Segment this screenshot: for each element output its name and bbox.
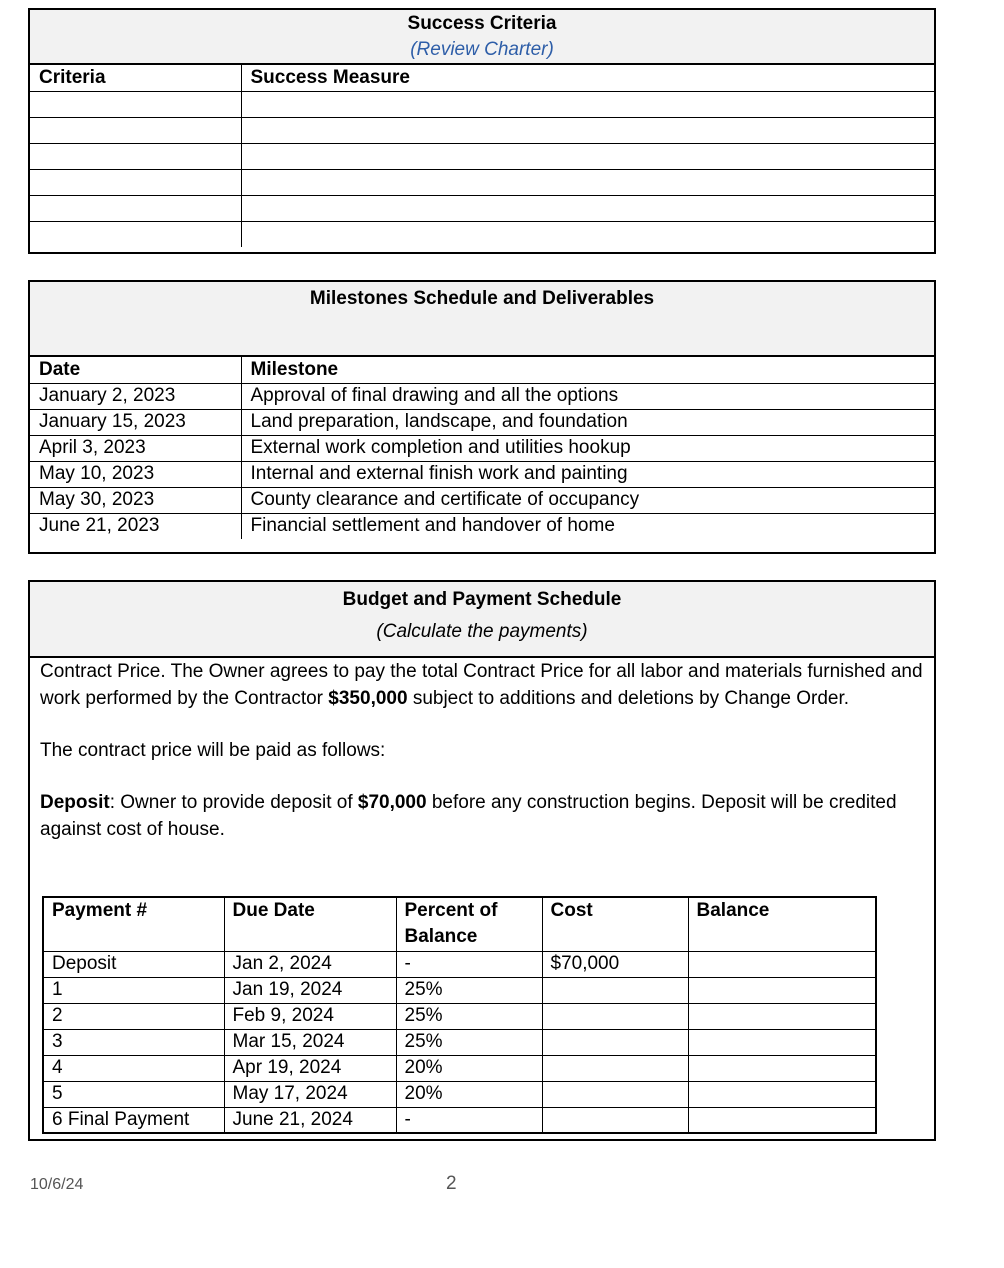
- percent: 25%: [396, 1003, 542, 1029]
- table-row: [30, 487, 934, 513]
- milestones-title: Milestones Schedule and Deliverables: [309, 288, 655, 309]
- cost[interactable]: [542, 1029, 688, 1055]
- balance[interactable]: [688, 1055, 876, 1081]
- table-row: [43, 1003, 876, 1029]
- due-date: May 17, 2024: [224, 1081, 396, 1107]
- success-criteria-title: Success Criteria: [407, 13, 557, 34]
- table-row: [30, 383, 934, 409]
- contract-text-start: Contract Price. The Owner agrees to pay the total Contract Price for all labor and materials furnished and work performed by the Contractor: [40, 661, 923, 709]
- milestones-section: [28, 280, 936, 554]
- table-row: [30, 169, 934, 195]
- measure-cell[interactable]: [241, 117, 934, 143]
- deposit-amount: $70,000: [357, 792, 427, 813]
- milestone-description: Approval of final drawing and all the options: [241, 383, 934, 409]
- percent: 20%: [396, 1081, 542, 1107]
- criteria-cell[interactable]: [30, 221, 241, 247]
- milestone-description: External work completion and utilities hookup: [241, 435, 934, 461]
- table-row: [30, 143, 934, 169]
- cost[interactable]: [542, 1081, 688, 1107]
- payment-number: 5: [43, 1081, 224, 1107]
- contract-price-paragraph: [30, 658, 934, 712]
- table-row: [43, 1081, 876, 1107]
- table-header-row: [30, 357, 934, 383]
- payment-number: 4: [43, 1055, 224, 1081]
- table-row: [30, 221, 934, 247]
- deposit-text-start: : Owner to provide deposit of: [109, 792, 358, 813]
- table-row: [30, 461, 934, 487]
- table-row: [30, 409, 934, 435]
- deposit-paragraph: [30, 789, 934, 843]
- success-criteria-subtitle: (Review Charter): [410, 39, 554, 60]
- date-column-header: Date: [30, 357, 241, 383]
- table-row: [30, 435, 934, 461]
- due-date-header: Due Date: [224, 897, 396, 951]
- payment-number: 3: [43, 1029, 224, 1055]
- milestone-description: Land preparation, landscape, and foundation: [241, 409, 934, 435]
- due-date: Apr 19, 2024: [224, 1055, 396, 1081]
- measure-cell[interactable]: [241, 91, 934, 117]
- table-header-row: [30, 65, 934, 91]
- balance[interactable]: [688, 977, 876, 1003]
- percent: -: [396, 1107, 542, 1133]
- milestones-table: [30, 357, 934, 539]
- budget-header: [30, 582, 934, 658]
- success-measure-column-header: Success Measure: [241, 65, 934, 91]
- criteria-cell[interactable]: [30, 117, 241, 143]
- table-row: [43, 1029, 876, 1055]
- milestone-date: January 15, 2023: [30, 409, 241, 435]
- success-criteria-table: [30, 65, 934, 247]
- contract-amount: $350,000: [328, 688, 408, 709]
- footer-date: 10/6/24: [30, 1176, 84, 1193]
- measure-cell[interactable]: [241, 169, 934, 195]
- criteria-cell[interactable]: [30, 91, 241, 117]
- table-row: [30, 513, 934, 539]
- table-row: [43, 977, 876, 1003]
- milestones-header: [30, 282, 934, 357]
- measure-cell[interactable]: [241, 195, 934, 221]
- criteria-cell[interactable]: [30, 169, 241, 195]
- payment-number: 2: [43, 1003, 224, 1029]
- milestone-description: Internal and external finish work and painting: [241, 461, 934, 487]
- percent: -: [396, 951, 542, 977]
- percent: 20%: [396, 1055, 542, 1081]
- balance[interactable]: [688, 1107, 876, 1133]
- paid-as-follows-text: The contract price will be paid as follows:: [40, 740, 386, 761]
- balance[interactable]: [688, 951, 876, 977]
- table-row: [30, 117, 934, 143]
- criteria-cell[interactable]: [30, 143, 241, 169]
- measure-cell[interactable]: [241, 143, 934, 169]
- cost[interactable]: [542, 1055, 688, 1081]
- milestone-column-header: Milestone: [241, 357, 934, 383]
- page-number: 2: [446, 1173, 457, 1194]
- table-row: [43, 951, 876, 977]
- budget-subtitle: (Calculate the payments): [376, 621, 588, 642]
- due-date: Mar 15, 2024: [224, 1029, 396, 1055]
- payment-number: Deposit: [43, 951, 224, 977]
- payment-number: 1: [43, 977, 224, 1003]
- percent: 25%: [396, 1029, 542, 1055]
- payment-schedule-table: [42, 896, 877, 1134]
- due-date: Feb 9, 2024: [224, 1003, 396, 1029]
- due-date: Jan 2, 2024: [224, 951, 396, 977]
- criteria-column-header: Criteria: [30, 65, 241, 91]
- balance[interactable]: [688, 1081, 876, 1107]
- cost[interactable]: [542, 1003, 688, 1029]
- balance[interactable]: [688, 1029, 876, 1055]
- cost-header: Cost: [542, 897, 688, 951]
- cost[interactable]: [542, 977, 688, 1003]
- percent-header: Percent of Balance: [396, 897, 542, 951]
- table-row: [43, 1055, 876, 1081]
- payment-number: 6 Final Payment: [43, 1107, 224, 1133]
- payment-number-header: Payment #: [43, 897, 224, 951]
- milestone-description: Financial settlement and handover of home: [241, 513, 934, 539]
- due-date: Jan 19, 2024: [224, 977, 396, 1003]
- success-criteria-header: [30, 10, 934, 65]
- balance[interactable]: [688, 1003, 876, 1029]
- success-criteria-section: [28, 8, 936, 254]
- cost[interactable]: [542, 1107, 688, 1133]
- contract-text-end: subject to additions and deletions by Change Order.: [407, 688, 850, 709]
- budget-title: Budget and Payment Schedule: [342, 589, 622, 610]
- criteria-cell[interactable]: [30, 195, 241, 221]
- table-row: [30, 91, 934, 117]
- due-date: June 21, 2024: [224, 1107, 396, 1133]
- deposit-text-end: before any construction begins. Deposit will be credited against cost of house.: [40, 792, 897, 840]
- measure-cell[interactable]: [241, 221, 934, 247]
- cost[interactable]: $70,000: [542, 951, 688, 977]
- table-row: [43, 1107, 876, 1133]
- deposit-label: Deposit: [40, 792, 110, 813]
- table-row: [30, 195, 934, 221]
- milestone-description: County clearance and certificate of occupancy: [241, 487, 934, 513]
- milestone-date: May 30, 2023: [30, 487, 241, 513]
- milestone-date: May 10, 2023: [30, 461, 241, 487]
- table-header-row: [43, 897, 876, 951]
- balance-header: Balance: [688, 897, 876, 951]
- milestone-date: April 3, 2023: [30, 435, 241, 461]
- milestone-date: June 21, 2023: [30, 513, 241, 539]
- milestone-date: January 2, 2023: [30, 383, 241, 409]
- budget-section: [28, 580, 936, 1141]
- percent: 25%: [396, 977, 542, 1003]
